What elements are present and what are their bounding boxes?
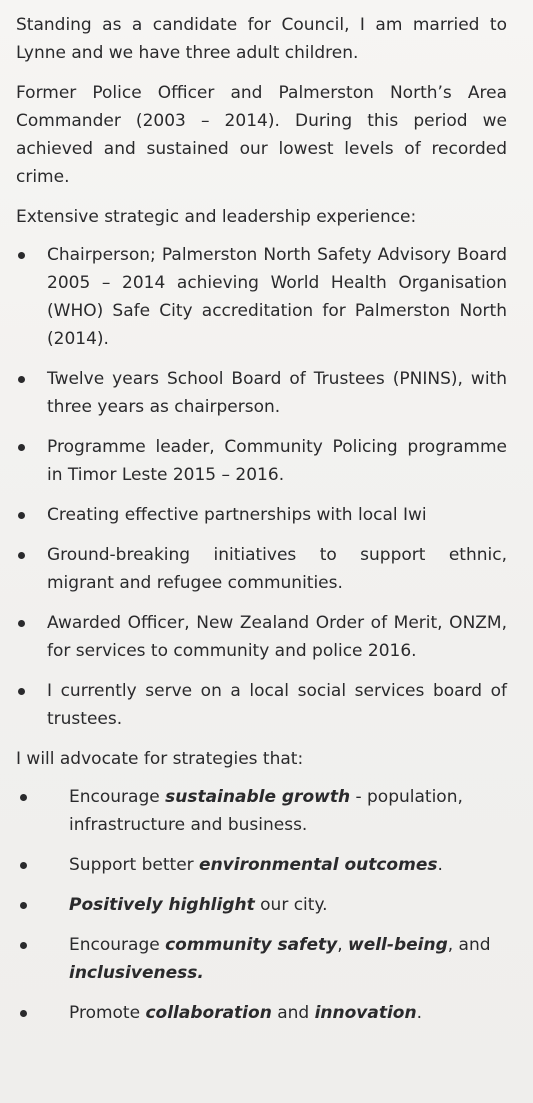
strategy-text: our city. <box>254 895 328 915</box>
strategy-text: . <box>437 855 443 875</box>
strategy-item <box>16 851 507 879</box>
bullet-icon <box>18 512 25 519</box>
strategy-item <box>16 783 507 839</box>
strategy-emphasis: sustainable growth <box>165 787 351 807</box>
experience-item <box>16 541 507 597</box>
experience-item <box>16 609 507 665</box>
strategy-emphasis: well-being <box>348 935 448 955</box>
experience-item-text: Ground-breaking initiatives to support ethnic, migrant and refugee communities. <box>47 545 507 593</box>
bullet-icon <box>20 794 27 801</box>
experience-list <box>16 241 507 733</box>
experience-item <box>16 241 507 353</box>
strategy-emphasis: community safety <box>165 935 338 955</box>
bullet-icon <box>18 620 25 627</box>
strategy-item <box>16 999 507 1027</box>
bullet-icon <box>18 376 25 383</box>
bullet-icon <box>20 862 27 869</box>
strategy-text: Support better <box>69 855 200 875</box>
experience-item-text: Chairperson; Palmerston North Safety Advisory Board 2005 – 2014 achieving World Health Organisation (WHO) Safe City accreditation for Palmerston North (2014). <box>47 245 507 349</box>
bullet-icon <box>20 942 27 949</box>
strategy-text: , and <box>447 935 491 955</box>
strategies-list <box>16 783 507 1027</box>
experience-item-text: I currently serve on a local social services board of trustees. <box>47 681 507 729</box>
experience-item-text: Awarded Officer, New Zealand Order of Merit, ONZM, for services to community and police 2016. <box>47 613 507 661</box>
experience-item <box>16 677 507 733</box>
strategy-text: , <box>337 935 348 955</box>
bullet-icon <box>18 552 25 559</box>
experience-item <box>16 433 507 489</box>
bullet-icon <box>20 902 27 909</box>
experience-item-text: Creating effective partnerships with local Iwi <box>47 505 427 525</box>
strategy-text: . <box>416 1003 422 1023</box>
experience-item-text: Programme leader, Community Policing programme in Timor Leste 2015 – 2016. <box>47 437 507 485</box>
bullet-icon <box>18 688 25 695</box>
strategy-emphasis: collaboration <box>145 1003 272 1023</box>
bullet-icon <box>18 444 25 451</box>
strategy-emphasis: innovation <box>314 1003 417 1023</box>
experience-item <box>16 501 507 529</box>
experience-heading: Extensive strategic and leadership experience: <box>16 207 417 227</box>
strategy-text: and <box>271 1003 315 1023</box>
strategy-item <box>16 931 507 987</box>
strategy-text: Encourage <box>69 935 166 955</box>
police-background-paragraph: Former Police Officer and Palmerston North’s Area Commander (2003 – 2014). During this period we achieved and sustained our lowest levels of recorded crime. <box>16 83 507 187</box>
strategy-item <box>16 891 507 919</box>
experience-item <box>16 365 507 421</box>
strategy-emphasis: Positively highlight <box>69 895 255 915</box>
strategy-emphasis: inclusiveness. <box>69 963 204 983</box>
strategy-text: Encourage <box>69 787 166 807</box>
experience-item-text: Twelve years School Board of Trustees (PNINS), with three years as chairperson. <box>47 369 507 417</box>
strategy-emphasis: environmental outcomes <box>199 855 438 875</box>
strategy-text: Promote <box>69 1003 146 1023</box>
strategies-heading: I will advocate for strategies that: <box>16 749 304 769</box>
bullet-icon <box>18 252 25 259</box>
strategy-text: - population, infrastructure and business. <box>69 787 463 835</box>
bullet-icon <box>20 1010 27 1017</box>
intro-paragraph: Standing as a candidate for Council, I am married to Lynne and we have three adult children. <box>16 15 507 63</box>
